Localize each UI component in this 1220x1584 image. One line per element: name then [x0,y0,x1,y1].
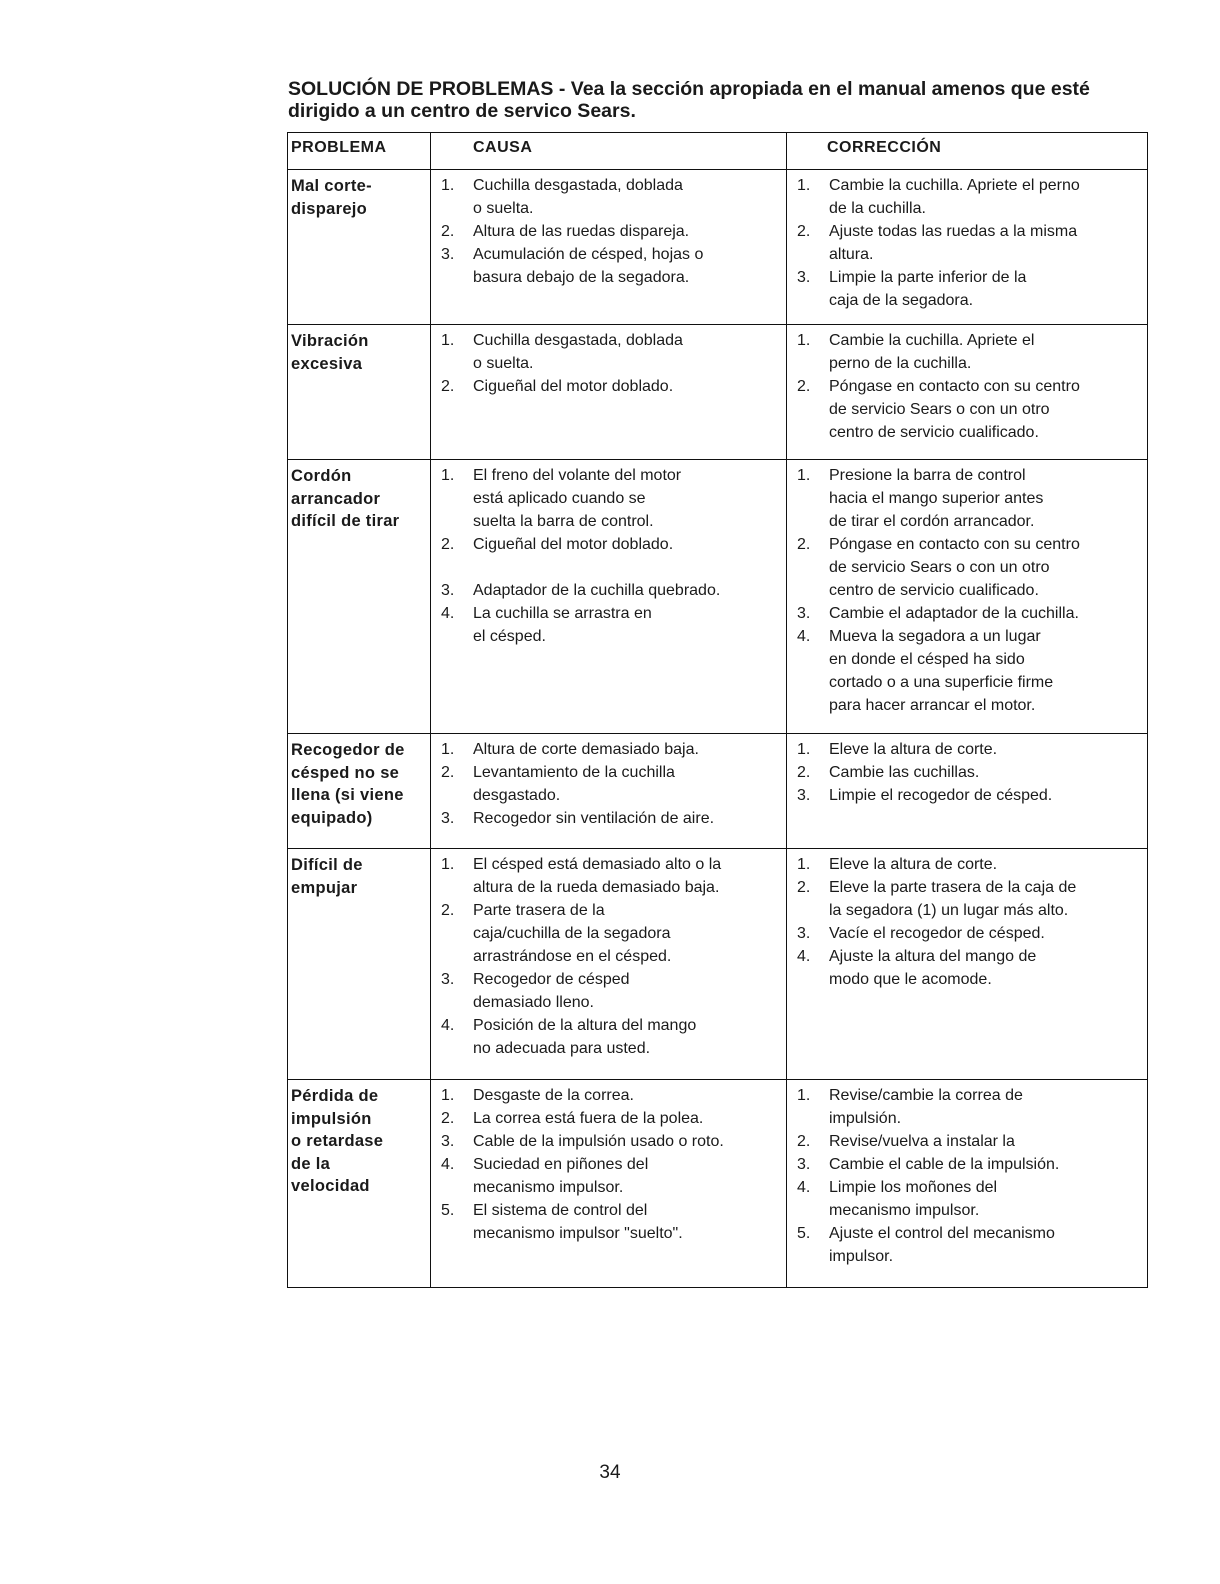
cause-item-number: 4. [441,1017,455,1034]
cause-item [431,968,786,1014]
troubleshooting-table [287,132,1148,1288]
correction-item [787,220,1147,266]
cause-item [431,1107,786,1130]
cause-item [431,329,786,375]
cause-item-text: Parte trasera de la caja/cuchilla de la segadora arrastrándose en el césped. [473,902,672,965]
cause-item-text: Cigueñal del motor doblado. [473,536,674,553]
correction-item-number: 1. [797,467,811,484]
correction-item-text: Cambie las cuchillas. [829,764,980,781]
correction-item-number: 3. [797,605,811,622]
correction-item-number: 1. [797,741,811,758]
correction-item-text: Limpie el recogedor de césped. [829,787,1053,804]
table-row [288,849,1148,1080]
cause-item [431,243,786,289]
cause-item-number: 1. [441,1087,455,1104]
cause-item-text: Recogedor sin ventilación de aire. [473,810,715,827]
cause-cell [431,460,787,734]
column-header-problem: PROBLEMA [288,133,431,170]
correction-item [787,945,1147,991]
cause-item-text: Cable de la impulsión usado o roto. [473,1133,724,1150]
correction-item-number: 4. [797,1179,811,1196]
cause-item-text: El césped está demasiado alto o la altura de la rueda demasiado baja. [473,856,722,896]
correction-item-text: Póngase en contacto con su centro de servicio Sears o con un otro centro de servicio cualificado. [829,536,1080,599]
cause-item-number: 1. [441,741,455,758]
correction-item-number: 1. [797,332,811,349]
correction-item-number: 3. [797,787,811,804]
column-header-cause: CAUSA [431,133,787,170]
cause-item [431,761,786,807]
correction-item [787,1176,1147,1222]
cause-item-text: Adaptador de la cuchilla quebrado. [473,582,721,599]
cause-cell [431,849,787,1080]
cause-item-text: Levantamiento de la cuchilla desgastado. [473,764,675,804]
cause-item-text: Recogedor de césped demasiado lleno. [473,971,630,1011]
cause-item-text: Posición de la altura del mango no adecuada para usted. [473,1017,697,1057]
problem-cell: Difícil de empujar [288,849,431,1080]
cause-item-text: Altura de las ruedas dispareja. [473,223,690,240]
correction-item [787,533,1147,602]
cause-item-text: Cigueñal del motor doblado. [473,378,674,395]
correction-item-number: 2. [797,879,811,896]
correction-item [787,266,1147,312]
correction-item-text: Revise/cambie la correa de impulsión. [829,1087,1023,1127]
cause-item [431,174,786,220]
page-number: 34 [599,1462,621,1483]
problem-cell: Cordón arrancador difícil de tirar [288,460,431,734]
cause-item [431,1084,786,1107]
correction-item [787,876,1147,922]
correction-item-number: 2. [797,378,811,395]
cause-item [431,220,786,243]
table-header-row [288,133,1148,170]
correction-cell [787,460,1148,734]
correction-item-number: 3. [797,925,811,942]
cause-cell [431,1080,787,1288]
problem-cell: Recogedor de césped no se llena (si viene equipado) [288,734,431,849]
correction-item-text: Revise/vuelva a instalar la [829,1133,1015,1150]
cause-item-number: 1. [441,467,455,484]
cause-cell [431,325,787,460]
correction-item [787,1153,1147,1176]
table-row [288,734,1148,849]
cause-item-number: 1. [441,332,455,349]
correction-item-text: Limpie los moñones del mecanismo impulsor. [829,1179,998,1219]
cause-item [431,853,786,899]
cause-item [431,1153,786,1199]
cause-item-text: El sistema de control del mecanismo impulsor "suelto". [473,1202,683,1242]
cause-item-text: Cuchilla desgastada, doblada o suelta. [473,332,683,372]
correction-cell [787,325,1148,460]
table-body [288,170,1148,1288]
cause-item-text: El freno del volante del motor está aplicado cuando se suelta la barra de control. [473,467,682,530]
cause-item-text: La cuchilla se arrastra en el césped. [473,605,652,645]
cause-item [431,1014,786,1060]
correction-item-text: Cambie la cuchilla. Apriete el perno de la cuchilla. [829,177,1080,217]
cause-item [431,738,786,761]
correction-item-text: Ajuste el control del mecanismo impulsor. [829,1225,1055,1265]
correction-item-text: Ajuste la altura del mango de modo que le acomode. [829,948,1037,988]
problem-cell: Vibración excesiva [288,325,431,460]
correction-item [787,922,1147,945]
correction-item-number: 3. [797,269,811,286]
cause-item-number: 5. [441,1202,455,1219]
cause-cell [431,170,787,325]
correction-item-text: Vacíe el recogedor de césped. [829,925,1045,942]
table-row [288,460,1148,734]
correction-item-number: 5. [797,1225,811,1242]
correction-item-number: 4. [797,948,811,965]
cause-item-number: 1. [441,177,455,194]
correction-item-text: Cambie la cuchilla. Apriete el perno de la cuchilla. [829,332,1035,372]
correction-item-number: 2. [797,536,811,553]
cause-item-number: 2. [441,378,455,395]
correction-item [787,464,1147,533]
correction-item [787,329,1147,375]
page-heading: SOLUCIÓN DE PROBLEMAS - Vea la sección apropiada en el manual amenos que esté dirigido a un centro de servico Sears. [288,78,1090,122]
cause-item-text: Suciedad en piñones del mecanismo impulsor. [473,1156,649,1196]
cause-item-number: 2. [441,536,455,553]
cause-item-number: 2. [441,764,455,781]
correction-item-number: 3. [797,1156,811,1173]
correction-item-number: 1. [797,1087,811,1104]
table-row [288,170,1148,325]
correction-item-text: Mueva la segadora a un lugar en donde el césped ha sido cortado o a una superficie firme para hacer arrancar el motor. [829,628,1054,714]
cause-item-number: 2. [441,1110,455,1127]
cause-item-number: 3. [441,246,455,263]
correction-item [787,738,1147,761]
correction-item [787,174,1147,220]
cause-item [431,807,786,830]
cause-item [431,579,786,602]
cause-item [431,899,786,968]
table-row [288,325,1148,460]
correction-item [787,625,1147,717]
correction-item [787,1222,1147,1268]
cause-item-number: 3. [441,971,455,988]
correction-item-text: Eleve la altura de corte. [829,741,998,758]
correction-item-number: 2. [797,223,811,240]
correction-item-number: 1. [797,856,811,873]
cause-item-number: 2. [441,223,455,240]
cause-item-number: 2. [441,902,455,919]
correction-item [787,375,1147,444]
cause-item [431,1199,786,1245]
cause-item-text: Cuchilla desgastada, doblada o suelta. [473,177,683,217]
cause-item-text: Altura de corte demasiado baja. [473,741,699,758]
correction-item-text: Presione la barra de control hacia el mango superior antes de tirar el cordón arrancador. [829,467,1044,530]
correction-item-text: Póngase en contacto con su centro de servicio Sears o con un otro centro de servicio cualificado. [829,378,1080,441]
cause-item-number: 3. [441,1133,455,1150]
correction-item-number: 2. [797,1133,811,1150]
correction-item-text: Limpie la parte inferior de la caja de la segadora. [829,269,1027,309]
cause-item-number: 4. [441,1156,455,1173]
cause-item [431,375,786,398]
correction-cell [787,170,1148,325]
cause-item [431,533,786,579]
problem-cell: Mal corte- disparejo [288,170,431,325]
correction-cell [787,734,1148,849]
cause-item [431,464,786,533]
correction-item-number: 1. [797,177,811,194]
cause-item-number: 3. [441,582,455,599]
column-header-correction: CORRECCIÓN [787,133,1148,170]
correction-item-number: 2. [797,764,811,781]
correction-item-text: Eleve la altura de corte. [829,856,998,873]
cause-cell [431,734,787,849]
cause-item-number: 1. [441,856,455,873]
cause-item [431,1130,786,1153]
cause-item [431,602,786,648]
correction-item-text: Cambie el cable de la impulsión. [829,1156,1060,1173]
correction-item [787,761,1147,784]
correction-item-text: Ajuste todas las ruedas a la misma altura. [829,223,1078,263]
correction-item-text: Cambie el adaptador de la cuchilla. [829,605,1079,622]
correction-cell [787,849,1148,1080]
cause-item-text: La correa está fuera de la polea. [473,1110,704,1127]
correction-item [787,853,1147,876]
correction-item-number: 4. [797,628,811,645]
problem-cell: Pérdida de impulsión o retardase de la velocidad [288,1080,431,1288]
correction-item-text: Eleve la parte trasera de la caja de la segadora (1) un lugar más alto. [829,879,1077,919]
table-row [288,1080,1148,1288]
cause-item-text: Acumulación de césped, hojas o basura debajo de la segadora. [473,246,704,286]
correction-item [787,1084,1147,1130]
correction-item [787,784,1147,807]
correction-item [787,1130,1147,1153]
correction-item [787,602,1147,625]
cause-item-text: Desgaste de la correa. [473,1087,634,1104]
cause-item-number: 4. [441,605,455,622]
cause-item-number: 3. [441,810,455,827]
correction-cell [787,1080,1148,1288]
